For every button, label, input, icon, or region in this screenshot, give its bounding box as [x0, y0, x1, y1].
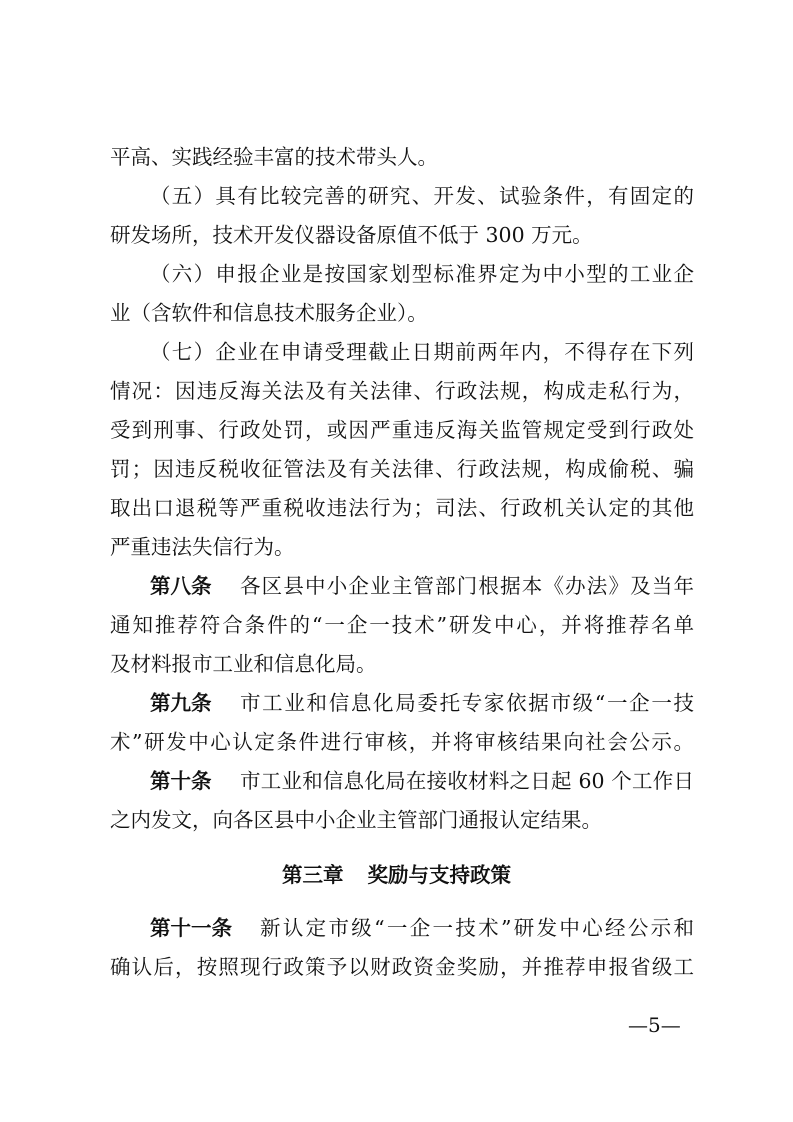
text-line: 通知推荐符合条件的“一企一技术”研发中心，并将推荐名单 — [110, 613, 694, 637]
chapter-heading — [0, 858, 793, 888]
text-line: 市工业和信息化局在接收材料之日起 60 个工作日 — [240, 769, 694, 793]
page-number: —5— — [628, 1013, 681, 1037]
text-line: （七）企业在申请受理截止日期前两年内，不得存在下列 — [150, 340, 694, 364]
text-line: 取出口退税等严重税收违法行为；司法、行政机关认定的其他 — [110, 496, 694, 520]
chapter-number: 第三章 — [282, 863, 344, 887]
text-line: （五）具有比较完善的研究、开发、试验条件，有固定的 — [150, 184, 694, 208]
text-line: 平高、实践经验丰富的技术带头人。 — [110, 145, 438, 169]
text-line: 各区县中小企业主管部门根据本《办法》及当年 — [240, 574, 694, 598]
article-11-label: 第十一条 — [150, 916, 232, 940]
text-line: 严重违法失信行为。 — [110, 535, 295, 559]
text-line: 情况：因违反海关法及有关法律、行政法规，构成走私行为， — [110, 379, 694, 403]
text-line: 业（含软件和信息技术服务企业）。 — [110, 301, 428, 325]
text-line: 之内发文，向各区县中小企业主管部门通报认定结果。 — [110, 808, 602, 832]
article-9-label: 第九条 — [150, 691, 212, 715]
text-line: 及材料报市工业和信息化局。 — [110, 652, 377, 676]
text-line: 受到刑事、行政处罚，或因严重违反海关监管规定受到行政处 — [110, 418, 694, 442]
text-line: 研发场所，技术开发仪器设备原值不低于 300 万元。 — [110, 223, 593, 247]
chapter-title: 奖励与支持政策 — [367, 863, 511, 887]
text-line: 确认后，按照现行政策予以财政资金奖励，并推荐申报省级工 — [110, 955, 694, 979]
text-line: 罚；因违反税收征管法及有关法律、行政法规，构成偷税、骗 — [110, 457, 694, 481]
article-10-label: 第十条 — [150, 769, 212, 793]
article-8-label: 第八条 — [150, 574, 212, 598]
text-line: 市工业和信息化局委托专家依据市级“一企一技 — [240, 691, 694, 715]
text-line: 术”研发中心认定条件进行审核，并将审核结果向社会公示。 — [110, 730, 694, 754]
text-line: （六）申报企业是按国家划型标准界定为中小型的工业企 — [150, 262, 694, 286]
text-line: 新认定市级“一企一技术”研发中心经公示和 — [260, 916, 694, 940]
